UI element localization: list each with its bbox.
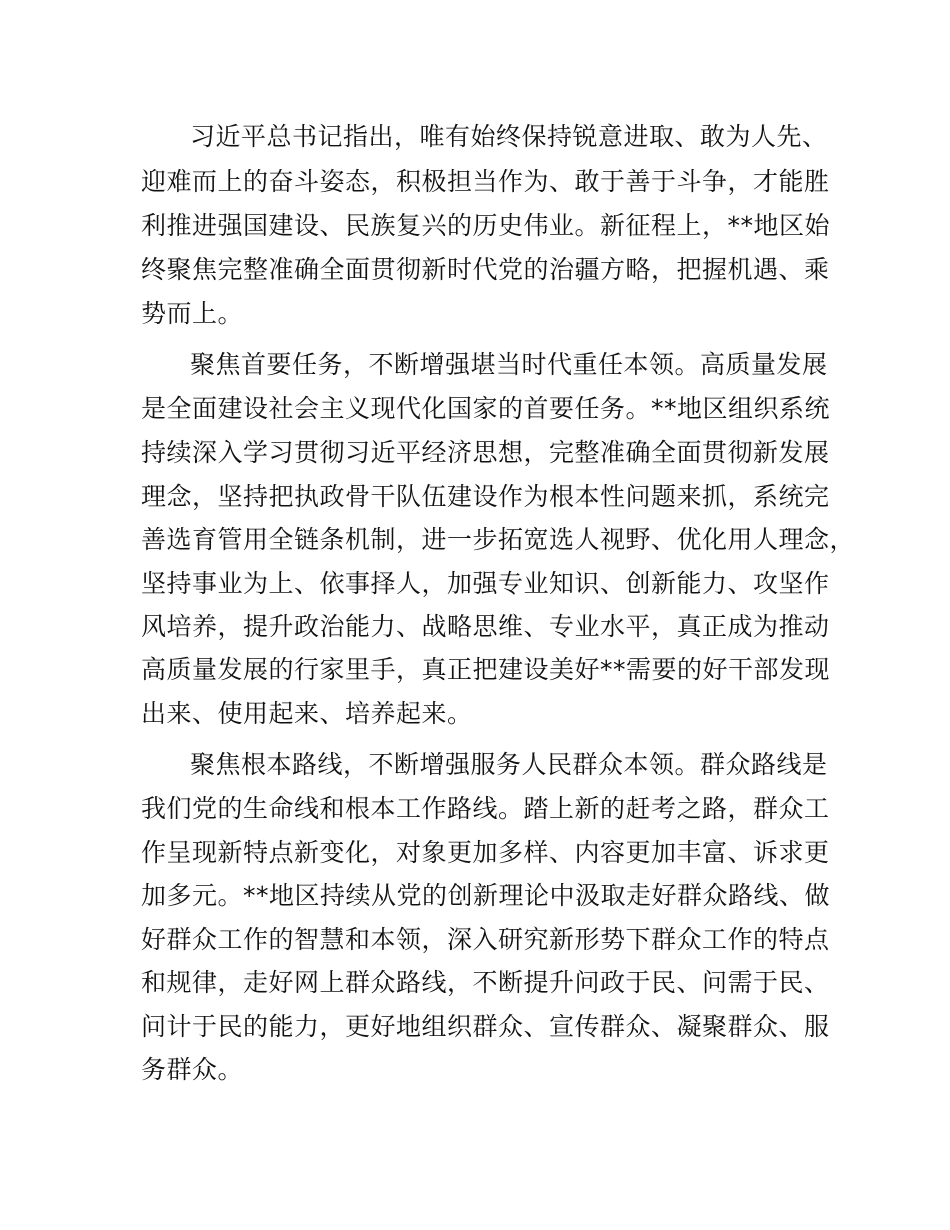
text-line: 务群众。 [141,1055,244,1084]
text-line: 高质量发展的行家里手，真正把建设美好**需要的好干部发现 [141,655,831,684]
text-line: 作呈现新特点新变化，对象更加多样、内容更加丰富、诉求更 [141,838,830,867]
text-line: 持续深入学习贯彻习近平经济思想，完整准确全面贯彻新发展 [141,438,830,467]
text-line: 好群众工作的智慧和本领，深入研究新形势下群众工作的特点 [141,925,830,954]
text-line: 和规律，走好网上群众路线，不断提升问政于民、问需于民、 [141,968,830,997]
text-line: 问计于民的能力，更好地组织群众、宣传群众、凝聚群众、服 [141,1012,830,1041]
text-line: 聚焦首要任务，不断增强堪当时代重任本领。高质量发展 [190,350,828,379]
text-line: 理念，坚持把执政骨干队伍建设作为根本性问题来抓，系统完 [141,482,830,511]
text-line: 我们党的生命线和根本工作路线。踏上新的赶考之路，群众工 [141,794,830,823]
text-line: 坚持事业为上、依事择人，加强专业知识、创新能力、攻坚作 [141,569,830,598]
text-line: 加多元。**地区持续从党的创新理论中汲取走好群众路线、做 [141,881,831,910]
text-line: 终聚焦完整准确全面贯彻新时代党的治疆方略，把握机遇、乘 [141,255,830,284]
text-line: 善选育管用全链条机制，进一步拓宽选人视野、优化用人理念， [141,525,856,554]
text-line: 习近平总书记指出，唯有始终保持锐意进取、敢为人先、 [190,122,828,151]
text-line: 风培养，提升政治能力、战略思维、专业水平，真正成为推动 [141,612,830,641]
text-line: 是全面建设社会主义现代化国家的首要任务。**地区组织系统 [141,394,831,423]
text-line: 利推进强国建设、民族复兴的历史伟业。新征程上，**地区始 [141,211,831,240]
text-line: 出来、使用起来、培养起来。 [141,699,473,728]
text-line: 聚焦根本路线，不断增强服务人民群众本领。群众路线是 [190,750,828,779]
text-line: 迎难而上的奋斗姿态，积极担当作为、敢于善于斗争，才能胜 [141,167,830,196]
text-line: 势而上。 [141,299,244,328]
